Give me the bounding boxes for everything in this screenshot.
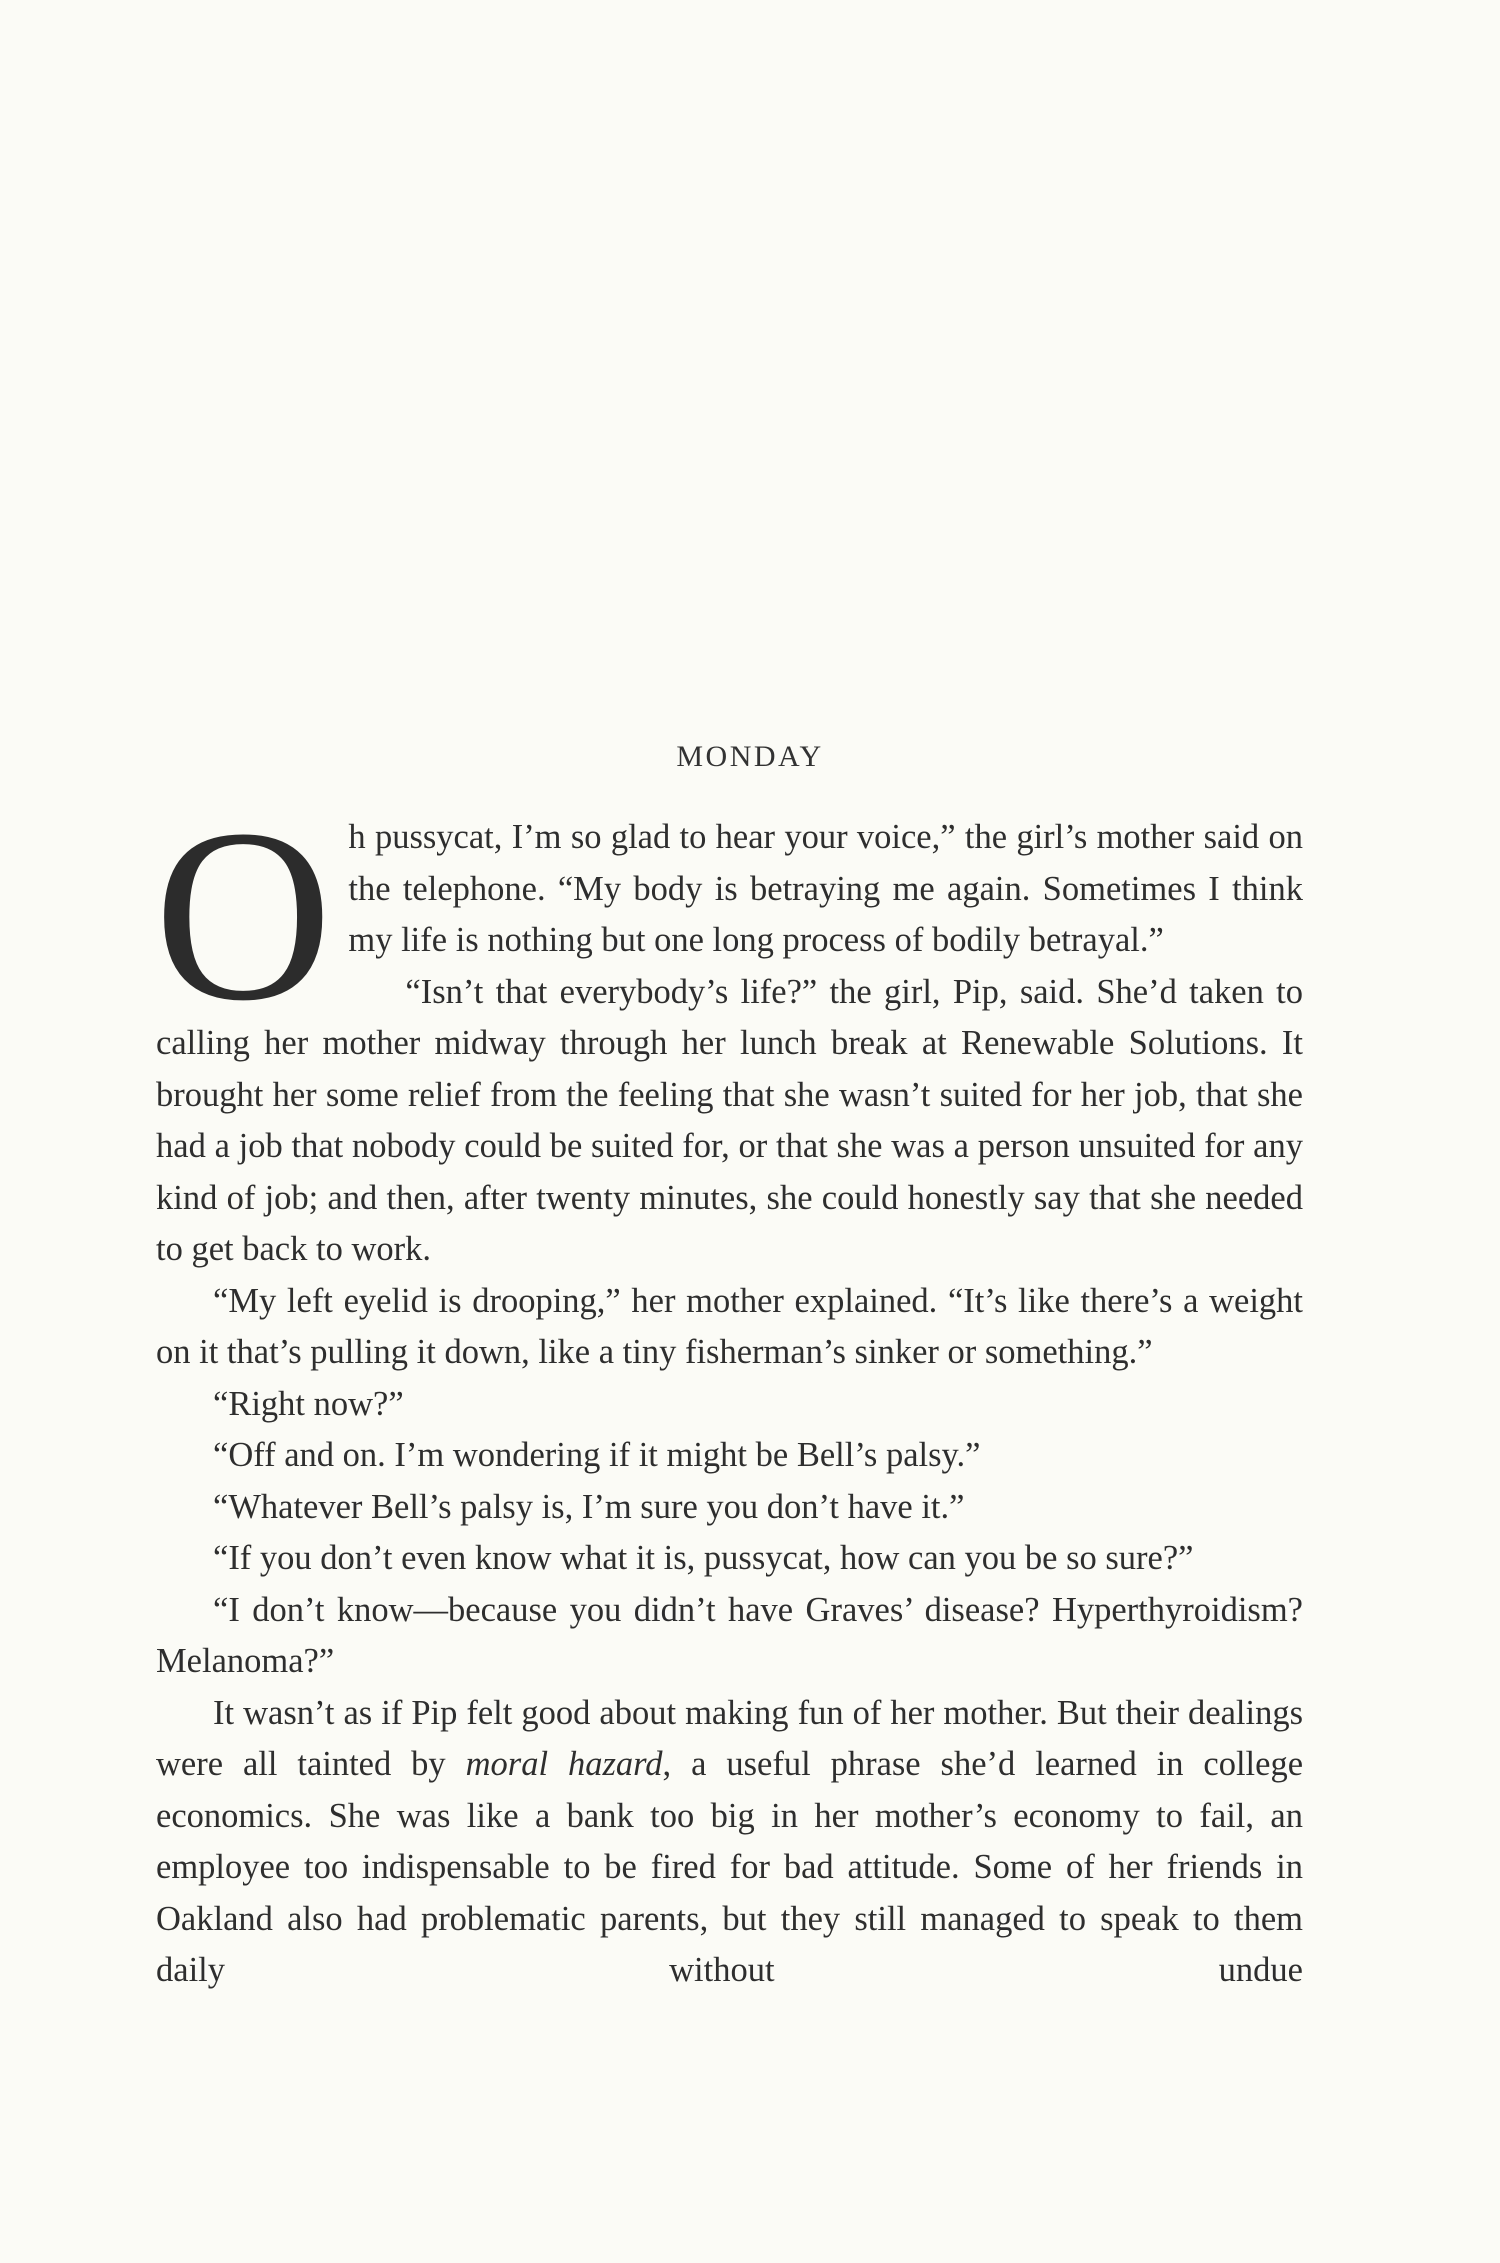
paragraph: “Whatever Bell’s palsy is, I’m sure you don’t have it.” xyxy=(213,1487,965,1526)
paragraph: “Right now?” xyxy=(213,1384,404,1423)
paragraph: “If you don’t even know what it is, pussycat, how can you be so sure?” xyxy=(213,1539,1194,1577)
paragraph: “My left eyelid is drooping,” her mother explained. “It’s like there’s a weight on it that’s pulling it down, like a tiny fisherman’s sinker or something.” xyxy=(156,1281,1303,1371)
body-text xyxy=(154,779,1304,1997)
drop-cap: O xyxy=(154,779,333,1052)
paragraph-text: It wasn’t as if Pip felt good about making fun of her mother. But their dealings were all tainted by xyxy=(156,1693,1303,1783)
chapter-title: MONDAY xyxy=(676,740,824,773)
paragraph: “Off and on. I’m wondering if it might be Bell’s palsy.” xyxy=(213,1436,981,1474)
paragraph xyxy=(156,1688,1303,1997)
paragraph: “I don’t know—because you didn’t have Graves’ disease? Hyperthyroidism? Melanoma?” xyxy=(156,1590,1303,1680)
emphasis-text: moral hazard xyxy=(465,1745,663,1783)
paragraph: h pussycat, I’m so glad to hear your voice,” the girl’s mother said on the telephone. “My body is betraying me again. Sometimes I think my life is nothing but one long process of bodily betrayal.” xyxy=(348,818,1303,959)
paragraph: “Isn’t that everybody’s life?” the girl, Pip, said. She’d taken to calling her mother midway through her lunch break at Renewable Solutions. It brought her some relief from the feeling that she wasn’t suited for her job, that she had a job that nobody could be suited for, or that she was a person unsuited for any kind of job; and then, after twenty minutes, she could honestly say that she needed to get back to work. xyxy=(156,972,1303,1268)
paragraph-text: , a useful phrase she’d learned in college economics. She was like a bank too big in her mother’s economy to fail, an employee too indispensable to be fired for bad attitude. Some of her friends in Oakland also had problematic parents, but they still managed to speak to them daily without undue xyxy=(156,1745,1304,1989)
